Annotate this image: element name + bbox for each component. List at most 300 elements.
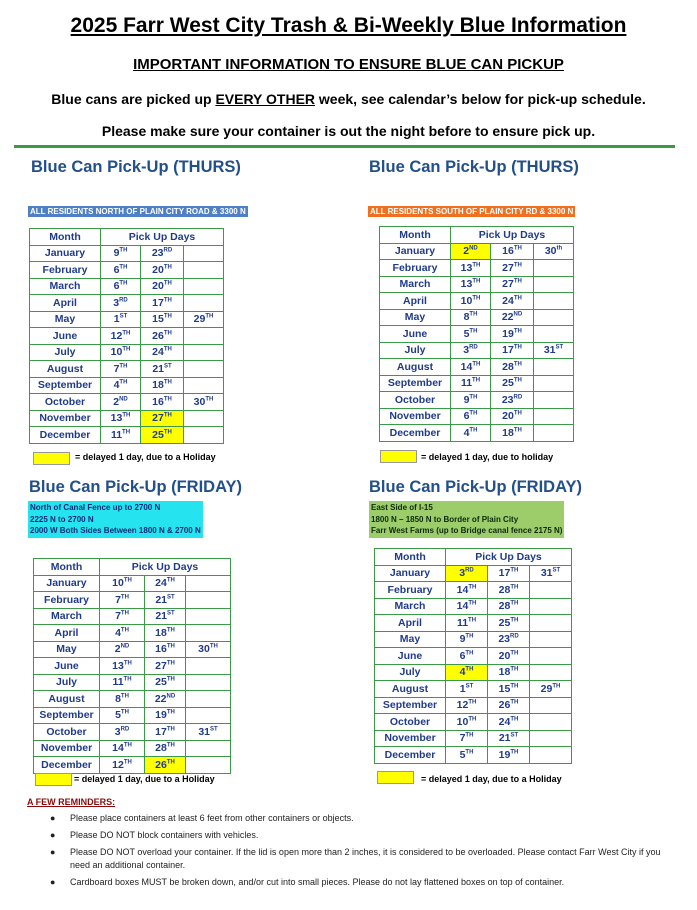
month-cell: November [34, 740, 100, 757]
ordinal-suffix: TH [163, 297, 172, 304]
header-month: Month [34, 559, 100, 576]
table-row [30, 394, 224, 411]
pickup-day-cell: 28TH [491, 359, 534, 376]
pickup-day-cell: 13TH [100, 658, 145, 675]
month-cell: August [30, 361, 101, 378]
ordinal-suffix: TH [122, 346, 131, 353]
pickup-day-cell: 20TH [491, 408, 534, 425]
table-header-row [375, 549, 572, 566]
ordinal-suffix: TH [163, 330, 172, 337]
table-row [30, 410, 224, 427]
table-row [380, 293, 574, 310]
section-title-friday-east: Blue Can Pick-Up (FRIDAY) [369, 478, 583, 496]
reminders-list [50, 812, 670, 893]
ordinal-suffix: TH [163, 280, 172, 287]
reminder-text: Please DO NOT overload your container. If the lid is open more than 2 inches, it is considered to be overloaded. Please contact Farr West City if you need an additional container. [70, 847, 661, 870]
table-row [30, 377, 224, 394]
ordinal-suffix: TH [469, 394, 478, 401]
pickup-day-cell: 16TH [141, 394, 184, 411]
pickup-day-cell: 24TH [488, 714, 530, 731]
ordinal-suffix: TH [166, 676, 175, 683]
pickup-day-cell: 28TH [145, 740, 186, 757]
pickup-day-cell [530, 697, 572, 714]
holiday-legend-swatch [35, 773, 72, 786]
pickup-day-cell: 23RD [491, 392, 534, 409]
month-cell: July [380, 342, 451, 359]
ordinal-suffix: TH [465, 633, 474, 640]
pickup-day-cell: 4TH [100, 625, 145, 642]
ordinal-suffix: TH [510, 650, 519, 657]
table-row [375, 681, 572, 698]
month-cell: December [34, 757, 100, 774]
ordinal-suffix: TH [469, 410, 478, 417]
ordinal-suffix: TH [166, 660, 175, 667]
pickup-frequency-note [0, 91, 697, 107]
ordinal-suffix: TH [510, 716, 519, 723]
pickup-day-cell: 3RD [446, 565, 488, 582]
ordinal-suffix: TH [166, 643, 175, 650]
pickup-day-cell: 21ST [145, 592, 186, 609]
pickup-day-cell: 17TH [488, 565, 530, 582]
pickup-day-cell: 25TH [145, 674, 186, 691]
table-header-row [34, 559, 231, 576]
table-row [30, 328, 224, 345]
table-row [375, 747, 572, 764]
pickup-day-cell [184, 262, 224, 279]
ordinal-suffix: ST [552, 567, 561, 574]
month-cell: October [375, 714, 446, 731]
ordinal-suffix: TH [472, 295, 481, 302]
pickup-day-cell [534, 359, 574, 376]
pickup-day-cell: 18TH [141, 377, 184, 394]
ordinal-suffix: TH [119, 280, 128, 287]
line1-emphasis: EVERY OTHER [215, 91, 316, 107]
pickup-day-cell [186, 625, 231, 642]
table-row [30, 245, 224, 262]
ordinal-suffix: ST [167, 610, 175, 617]
pickup-day-cell: 13TH [101, 410, 141, 427]
ordinal-suffix: TH [163, 379, 172, 386]
ordinal-suffix: TH [166, 726, 175, 733]
ordinal-suffix: TH [166, 709, 175, 716]
ordinal-suffix: TH [468, 617, 477, 624]
holiday-legend-swatch [377, 771, 414, 784]
ordinal-suffix: ND [120, 643, 130, 650]
month-cell: February [375, 582, 446, 599]
pickup-day-cell [530, 631, 572, 648]
ordinal-suffix: TH [472, 377, 481, 384]
area-line: ALL RESIDENTS NORTH OF PLAIN CITY ROAD & 3300 N [30, 207, 246, 216]
ordinal-suffix: TH [120, 693, 129, 700]
pickup-day-cell: 24TH [491, 293, 534, 310]
pickup-day-cell [186, 658, 231, 675]
bullet-icon: ● [50, 813, 56, 823]
ordinal-suffix: ST [164, 363, 172, 370]
header-pickup-days: Pick Up Days [100, 559, 231, 576]
ordinal-suffix: th [556, 245, 563, 252]
pickup-day-cell: 6TH [101, 262, 141, 279]
pickup-day-cell: 26TH [141, 328, 184, 345]
pickup-day-cell: 4TH [446, 664, 488, 681]
table-row [30, 361, 224, 378]
ordinal-suffix: TH [510, 699, 519, 706]
ordinal-suffix: ND [119, 396, 128, 403]
ordinal-suffix: TH [468, 716, 477, 723]
table-row [30, 427, 224, 444]
pickup-day-cell: 20TH [488, 648, 530, 665]
month-cell: April [30, 295, 101, 312]
pickup-day-cell [184, 410, 224, 427]
table-row [34, 592, 231, 609]
ordinal-suffix: TH [123, 577, 132, 584]
table-row [34, 740, 231, 757]
ordinal-suffix: RD [119, 297, 128, 304]
ordinal-suffix: TH [119, 379, 128, 386]
pickup-day-cell [534, 276, 574, 293]
ordinal-suffix: TH [166, 742, 175, 749]
pickup-day-cell [534, 408, 574, 425]
pickup-day-cell: 9TH [446, 631, 488, 648]
table-row [375, 714, 572, 731]
table-row [34, 625, 231, 642]
page-subtitle: IMPORTANT INFORMATION TO ENSURE BLUE CAN PICKUP [133, 56, 564, 73]
pickup-day-cell: 24TH [145, 575, 186, 592]
ordinal-suffix: ND [166, 693, 176, 700]
ordinal-suffix: RD [465, 567, 474, 574]
pickup-day-cell: 30TH [184, 394, 224, 411]
ordinal-suffix: TH [510, 600, 519, 607]
table-row [380, 243, 574, 260]
pickup-day-cell: 22ND [145, 691, 186, 708]
month-cell: May [375, 631, 446, 648]
table-row [380, 276, 574, 293]
reminder-item [50, 846, 670, 872]
bullet-icon: ● [50, 847, 56, 857]
pickup-day-cell: 4TH [101, 377, 141, 394]
area-line: 1800 N – 1850 N to Border of Plain City [371, 514, 519, 524]
ordinal-suffix: TH [510, 584, 519, 591]
ordinal-suffix: TH [465, 749, 474, 756]
pickup-day-cell: 27TH [491, 276, 534, 293]
ordinal-suffix: TH [122, 429, 131, 436]
pickup-day-cell: 21ST [488, 730, 530, 747]
pickup-day-cell: 18TH [491, 425, 534, 442]
pickup-day-cell [186, 757, 231, 774]
reminder-text: Please place containers at least 6 feet from other containers or objects. [70, 813, 354, 823]
pickup-day-cell: 6TH [101, 278, 141, 295]
month-cell: October [30, 394, 101, 411]
section-title-thurs-south: Blue Can Pick-Up (THURS) [369, 158, 579, 176]
ordinal-suffix: ND [513, 311, 523, 318]
table-row [30, 311, 224, 328]
pickup-day-cell: 22ND [491, 309, 534, 326]
pickup-day-cell [534, 309, 574, 326]
ordinal-suffix: ST [510, 732, 519, 739]
pickup-day-cell: 25TH [491, 375, 534, 392]
table-row [34, 691, 231, 708]
pickup-day-cell: 3RD [100, 724, 145, 741]
header-month: Month [380, 227, 451, 244]
ordinal-suffix: TH [472, 278, 481, 285]
table-row [375, 565, 572, 582]
ordinal-suffix: TH [468, 584, 477, 591]
table-row [380, 392, 574, 409]
table-row [375, 615, 572, 632]
area-band-thurs-south [368, 206, 575, 217]
pickup-day-cell [530, 714, 572, 731]
ordinal-suffix: TH [469, 311, 478, 318]
pickup-day-cell: 8TH [100, 691, 145, 708]
table-row [380, 326, 574, 343]
pickup-day-cell: 13TH [451, 260, 491, 277]
pickup-day-cell: 15TH [141, 311, 184, 328]
pickup-day-cell: 18TH [488, 664, 530, 681]
ordinal-suffix: TH [163, 396, 172, 403]
pickup-day-cell: 10TH [101, 344, 141, 361]
month-cell: January [34, 575, 100, 592]
reminder-item [50, 829, 670, 842]
pickup-day-cell: 16TH [491, 243, 534, 260]
ordinal-suffix: RD [510, 633, 519, 640]
ordinal-suffix: TH [120, 627, 129, 634]
ordinal-suffix: TH [510, 567, 519, 574]
bullet-icon: ● [50, 830, 56, 840]
month-cell: February [380, 260, 451, 277]
pickup-day-cell [184, 427, 224, 444]
month-cell: July [34, 674, 100, 691]
pickup-day-cell [186, 707, 231, 724]
month-cell: July [375, 664, 446, 681]
pickup-day-cell [184, 278, 224, 295]
pickup-day-cell: 8TH [451, 309, 491, 326]
pickup-day-cell: 12TH [446, 697, 488, 714]
ordinal-suffix: TH [513, 427, 522, 434]
pickup-day-cell: 27TH [491, 260, 534, 277]
table-row [380, 408, 574, 425]
month-cell: January [30, 245, 101, 262]
section-title-thurs-north: Blue Can Pick-Up (THURS) [31, 158, 241, 176]
pickup-day-cell: 28TH [488, 582, 530, 599]
month-cell: December [380, 425, 451, 442]
ordinal-suffix: TH [513, 328, 522, 335]
table-header-row [30, 229, 224, 246]
area-line: North of Canal Fence up to 2700 N [30, 503, 161, 512]
reminder-item [50, 876, 670, 889]
pickup-day-cell: 27TH [141, 410, 184, 427]
month-cell: June [380, 326, 451, 343]
month-cell: October [380, 392, 451, 409]
month-cell: June [34, 658, 100, 675]
ordinal-suffix: TH [510, 666, 519, 673]
month-cell: December [30, 427, 101, 444]
header-month: Month [375, 549, 446, 566]
ordinal-suffix: ST [555, 344, 564, 351]
pickup-day-cell: 10TH [100, 575, 145, 592]
schedule-table-friday-east [374, 548, 572, 764]
month-cell: September [375, 697, 446, 714]
table-row [375, 582, 572, 599]
pickup-day-cell: 13TH [451, 276, 491, 293]
pickup-day-cell: 30TH [186, 641, 231, 658]
pickup-day-cell [534, 425, 574, 442]
area-line: ALL RESIDENTS SOUTH OF PLAIN CITY RD & 3300 N [370, 207, 574, 216]
pickup-day-cell: 3RD [451, 342, 491, 359]
table-row [380, 375, 574, 392]
ordinal-suffix: TH [468, 699, 477, 706]
pickup-day-cell: 7TH [100, 592, 145, 609]
ordinal-suffix: TH [465, 732, 474, 739]
month-cell: April [380, 293, 451, 310]
table-row [34, 658, 231, 675]
ordinal-suffix: TH [468, 600, 477, 607]
pickup-day-cell: 12TH [100, 757, 145, 774]
pickup-day-cell: 26TH [145, 757, 186, 774]
holiday-legend-text: = delayed 1 day, due to holiday [421, 452, 554, 462]
ordinal-suffix: TH [513, 410, 522, 417]
pickup-day-cell [530, 582, 572, 599]
line1-pre: Blue cans are picked up [51, 91, 216, 107]
table-row [34, 724, 231, 741]
pickup-day-cell: 11TH [101, 427, 141, 444]
pickup-day-cell: 31ST [534, 342, 574, 359]
schedule-table-thurs-north [29, 228, 224, 444]
pickup-day-cell: 14TH [446, 598, 488, 615]
pickup-day-cell: 4TH [451, 425, 491, 442]
schedule-table-thurs-south [379, 226, 574, 442]
ordinal-suffix: TH [120, 610, 129, 617]
pickup-day-cell: 5TH [446, 747, 488, 764]
ordinal-suffix: TH [123, 759, 132, 766]
month-cell: April [34, 625, 100, 642]
pickup-day-cell: 14TH [446, 582, 488, 599]
holiday-legend-text: = delayed 1 day, due to a Holiday [75, 452, 216, 462]
month-cell: March [30, 278, 101, 295]
header-pickup-days: Pick Up Days [101, 229, 224, 246]
ordinal-suffix: TH [510, 749, 519, 756]
table-row [30, 344, 224, 361]
table-row [375, 631, 572, 648]
holiday-legend-swatch [380, 450, 417, 463]
pickup-day-cell [184, 245, 224, 262]
month-cell: August [34, 691, 100, 708]
header-pickup-days: Pick Up Days [451, 227, 574, 244]
pickup-day-cell: 5TH [100, 707, 145, 724]
ordinal-suffix: TH [122, 412, 131, 419]
pickup-day-cell [184, 295, 224, 312]
pickup-day-cell: 26TH [488, 697, 530, 714]
pickup-day-cell [530, 747, 572, 764]
pickup-day-cell: 18TH [145, 625, 186, 642]
ordinal-suffix: TH [465, 666, 474, 673]
ordinal-suffix: ST [465, 683, 474, 690]
pickup-day-cell: 11TH [451, 375, 491, 392]
ordinal-suffix: ST [210, 726, 218, 733]
reminder-item [50, 812, 670, 825]
pickup-day-cell [534, 260, 574, 277]
pickup-day-cell: 31ST [530, 565, 572, 582]
pickup-day-cell: 2ND [451, 243, 491, 260]
ordinal-suffix: RD [513, 394, 523, 401]
ordinal-suffix: TH [123, 742, 132, 749]
ordinal-suffix: TH [469, 427, 478, 434]
ordinal-suffix: TH [205, 396, 214, 403]
ordinal-suffix: TH [209, 643, 218, 650]
pickup-day-cell [186, 592, 231, 609]
table-row [380, 260, 574, 277]
pickup-day-cell [530, 598, 572, 615]
ordinal-suffix: TH [123, 660, 132, 667]
month-cell: October [34, 724, 100, 741]
ordinal-suffix: TH [123, 676, 132, 683]
pickup-day-cell [534, 326, 574, 343]
ordinal-suffix: TH [163, 264, 172, 271]
table-row [30, 262, 224, 279]
month-cell: June [30, 328, 101, 345]
reminder-text: Please DO NOT block containers with vehicles. [70, 830, 259, 840]
area-band-friday-east [369, 501, 564, 538]
month-cell: April [375, 615, 446, 632]
month-cell: June [375, 648, 446, 665]
month-cell: January [375, 565, 446, 582]
month-cell: May [30, 311, 101, 328]
ordinal-suffix: TH [513, 377, 522, 384]
pickup-day-cell: 11TH [446, 615, 488, 632]
table-row [375, 664, 572, 681]
pickup-day-cell: 21ST [141, 361, 184, 378]
pickup-day-cell: 10TH [446, 714, 488, 731]
ordinal-suffix: TH [119, 264, 128, 271]
pickup-day-cell [534, 375, 574, 392]
ordinal-suffix: TH [465, 650, 474, 657]
pickup-day-cell [186, 608, 231, 625]
ordinal-suffix: TH [119, 247, 128, 254]
table-row [34, 608, 231, 625]
pickup-day-cell [530, 615, 572, 632]
pickup-day-cell: 17TH [141, 295, 184, 312]
month-cell: September [380, 375, 451, 392]
table-row [375, 730, 572, 747]
pickup-day-cell: 17TH [145, 724, 186, 741]
ordinal-suffix: TH [510, 683, 519, 690]
pickup-day-cell: 12TH [101, 328, 141, 345]
header-pickup-days: Pick Up Days [446, 549, 572, 566]
ordinal-suffix: ST [167, 594, 175, 601]
pickup-day-cell: 2ND [101, 394, 141, 411]
ordinal-suffix: TH [469, 328, 478, 335]
month-cell: March [375, 598, 446, 615]
pickup-day-cell: 24TH [141, 344, 184, 361]
ordinal-suffix: TH [510, 617, 519, 624]
month-cell: May [380, 309, 451, 326]
ordinal-suffix: TH [166, 759, 175, 766]
table-row [34, 757, 231, 774]
table-row [34, 707, 231, 724]
pickup-day-cell: 30th [534, 243, 574, 260]
pickup-day-cell [530, 664, 572, 681]
ordinal-suffix: TH [120, 709, 129, 716]
table-row [34, 641, 231, 658]
pickup-day-cell: 14TH [451, 359, 491, 376]
table-row [34, 575, 231, 592]
pickup-day-cell: 9TH [101, 245, 141, 262]
reminder-text: Cardboard boxes MUST be broken down, and/or cut into small pieces. Please do not lay flattened boxes on top of container. [70, 877, 565, 887]
month-cell: November [380, 408, 451, 425]
pickup-day-cell: 20TH [141, 278, 184, 295]
pickup-day-cell: 11TH [100, 674, 145, 691]
table-row [375, 697, 572, 714]
ordinal-suffix: TH [119, 363, 128, 370]
pickup-day-cell: 29TH [530, 681, 572, 698]
